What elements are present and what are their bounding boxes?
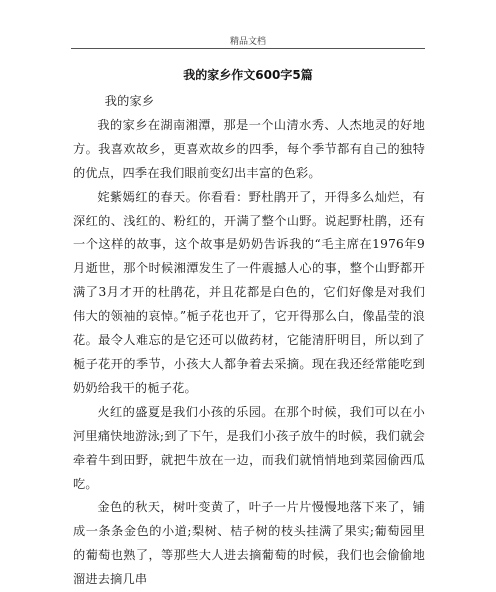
document-body (73, 90, 425, 592)
paragraph-autumn: 金色的秋天，树叶变黄了，叶子一片片慢慢地落下来了，铺成一条条金色的小道;梨树、桔子树的枝头挂满了果实;葡萄园里的葡萄也熟了，等那些大人进去摘葡萄的时候，我们也会偷偷地溜进去摘几串 (73, 500, 425, 587)
section-subtitle: 我的家乡 (104, 94, 155, 108)
page-header-label: 精品文档 (229, 37, 266, 47)
document-title: 我的家乡作文600字5篇 (183, 68, 313, 82)
paragraph-intro: 我的家乡在湖南湘潭，那是一个山清水秀、人杰地灵的好地方。我喜欢故乡，更喜欢故乡的四季，每个季节都有自己的独特的优点，四季在我们眼前变幻出丰富的色彩。 (73, 117, 425, 180)
header-divider (71, 48, 425, 49)
paragraph-spring: 姹紫嫣红的春天。你看看：野杜鹃开了，开得多么灿烂，有深红的、浅红的、粉红的，开满了整个山野。说起野杜鹃，还有一个这样的故事，这个故事是奶奶告诉我的“毛主席在1976年9月逝世，那个时候湘潭发生了一件震撼人心的事，整个山野都开满了3月才开的杜鹃花，并且花都是白色的，它们好像是对我们伟大的领袖的哀悼。”栀子花也开了，它开得那么白，像晶莹的浪花。最令人难忘的是它还可以做药材，它能清肝明目，所以到了栀子花开的季节，小孩大人都争着去采摘。现在我还经常能吃到奶奶给我干的栀子花。 (73, 189, 425, 395)
paragraph-summer: 火红的盛夏是我们小孩的乐园。在那个时候，我们可以在小河里痛快地游泳;到了下午，是我们小孩子放牛的时候，我们就会牵着牛到田野，就把牛放在一边，而我们就悄悄地到菜园偷西瓜吃。 (73, 404, 425, 491)
